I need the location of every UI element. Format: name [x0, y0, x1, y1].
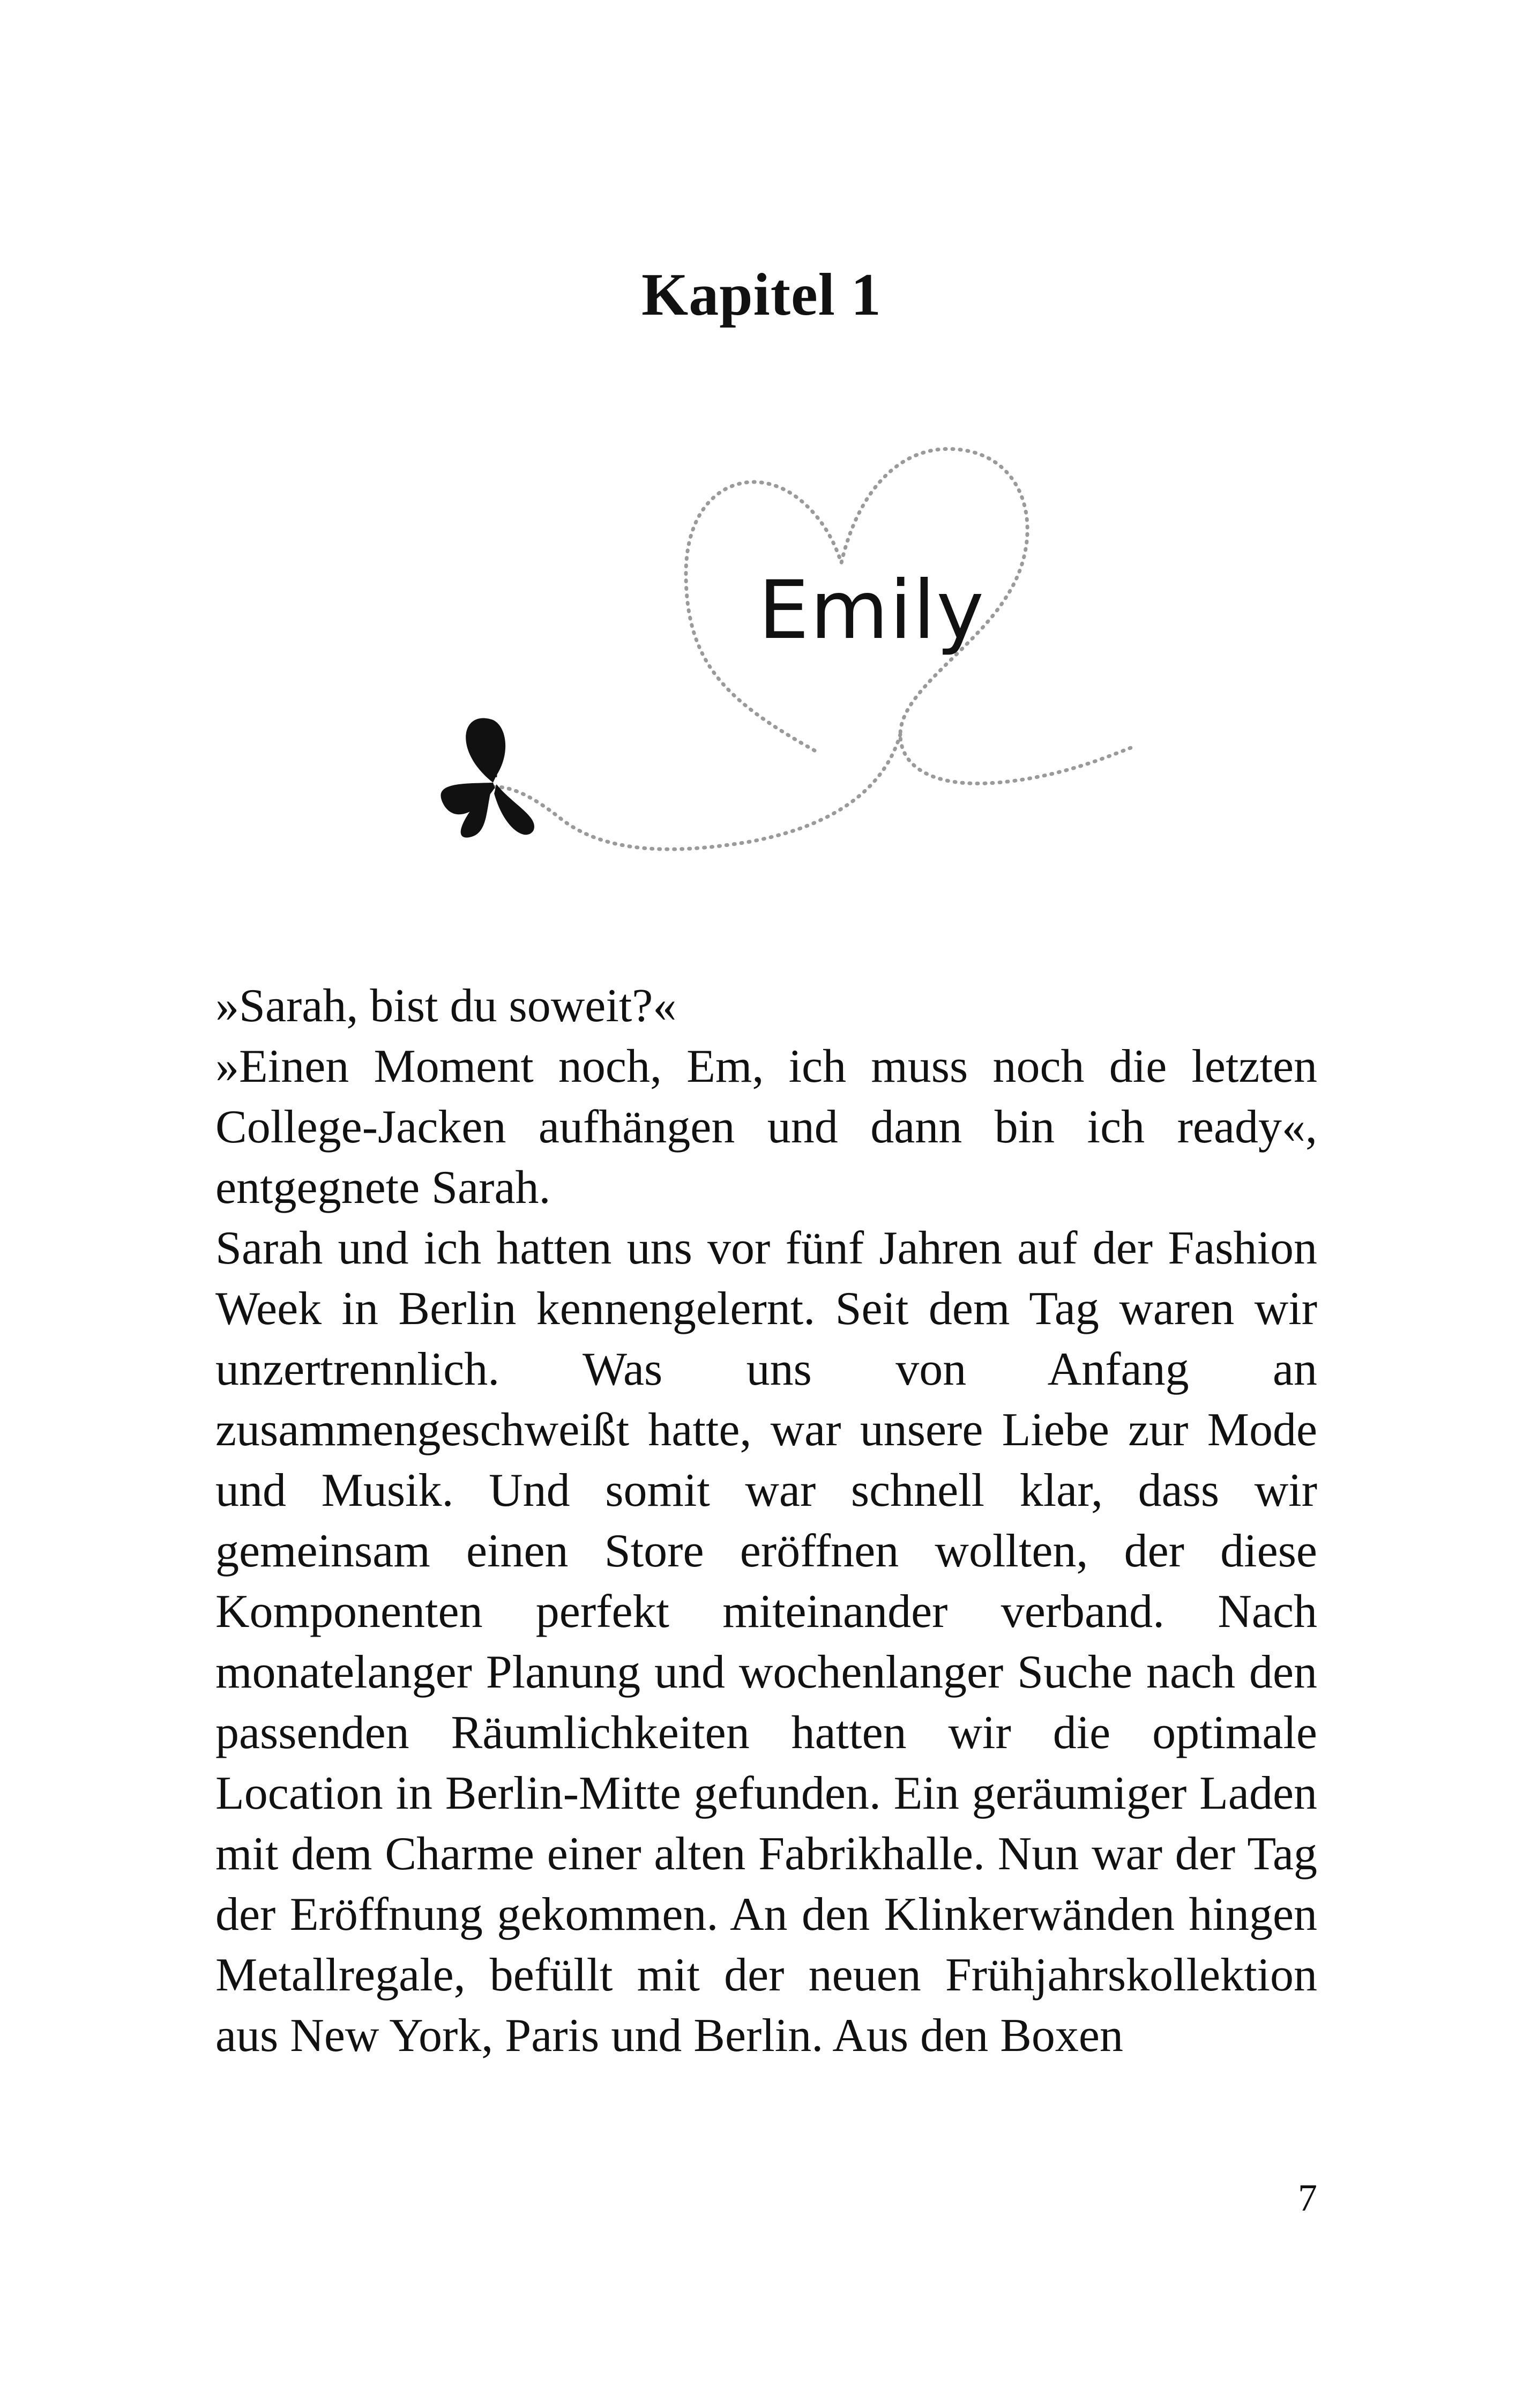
butterfly-icon — [429, 712, 539, 859]
heart-butterfly-illustration — [429, 413, 1147, 895]
chapter-title: Kapitel 1 — [641, 262, 882, 328]
body-paragraph: Sarah und ich hatten uns vor fünf Jahren auf der Fashion Week in Berlin kennengelernt. Seit dem Tag waren wir unzertrennlich. Was uns von Anfang an zusammengeschweißt hatte, war unsere Liebe zur Mode und Musik. Und somit war schnell klar, dass wir gemeinsam einen Store eröffnen wollten, der diese Komponenten perfekt miteinander verband. Nach monatelanger Planung und wochenlanger Suche nach den passenden Räumlichkeiten hatten wir die optimale Location in Berlin-Mitte gefunden. Ein geräumiger Laden mit dem Charme einer alten Fabrikhalle. Nun war der Tag der Eröffnung gekommen. An den Klinkerwänden hingen Metallregale, befüllt mit der neuen Frühjahrskollektion aus New York, Paris und Berlin. Aus den Boxen — [215, 1222, 1317, 2062]
chapter-vignette — [429, 413, 1147, 895]
dialogue-line: »Sarah, bist du soweit?« — [215, 980, 677, 1032]
vignette-name: Emily — [758, 564, 986, 657]
page-number: 7 — [1298, 2176, 1317, 2219]
dialogue-line: »Einen Moment noch, Em, ich muss noch die letzten College-Jacken aufhängen und dann bin ich ready«, entgegnete Sarah. — [215, 1041, 1317, 1214]
dotted-trail-icon — [488, 734, 900, 849]
chapter-body — [215, 976, 1317, 2066]
